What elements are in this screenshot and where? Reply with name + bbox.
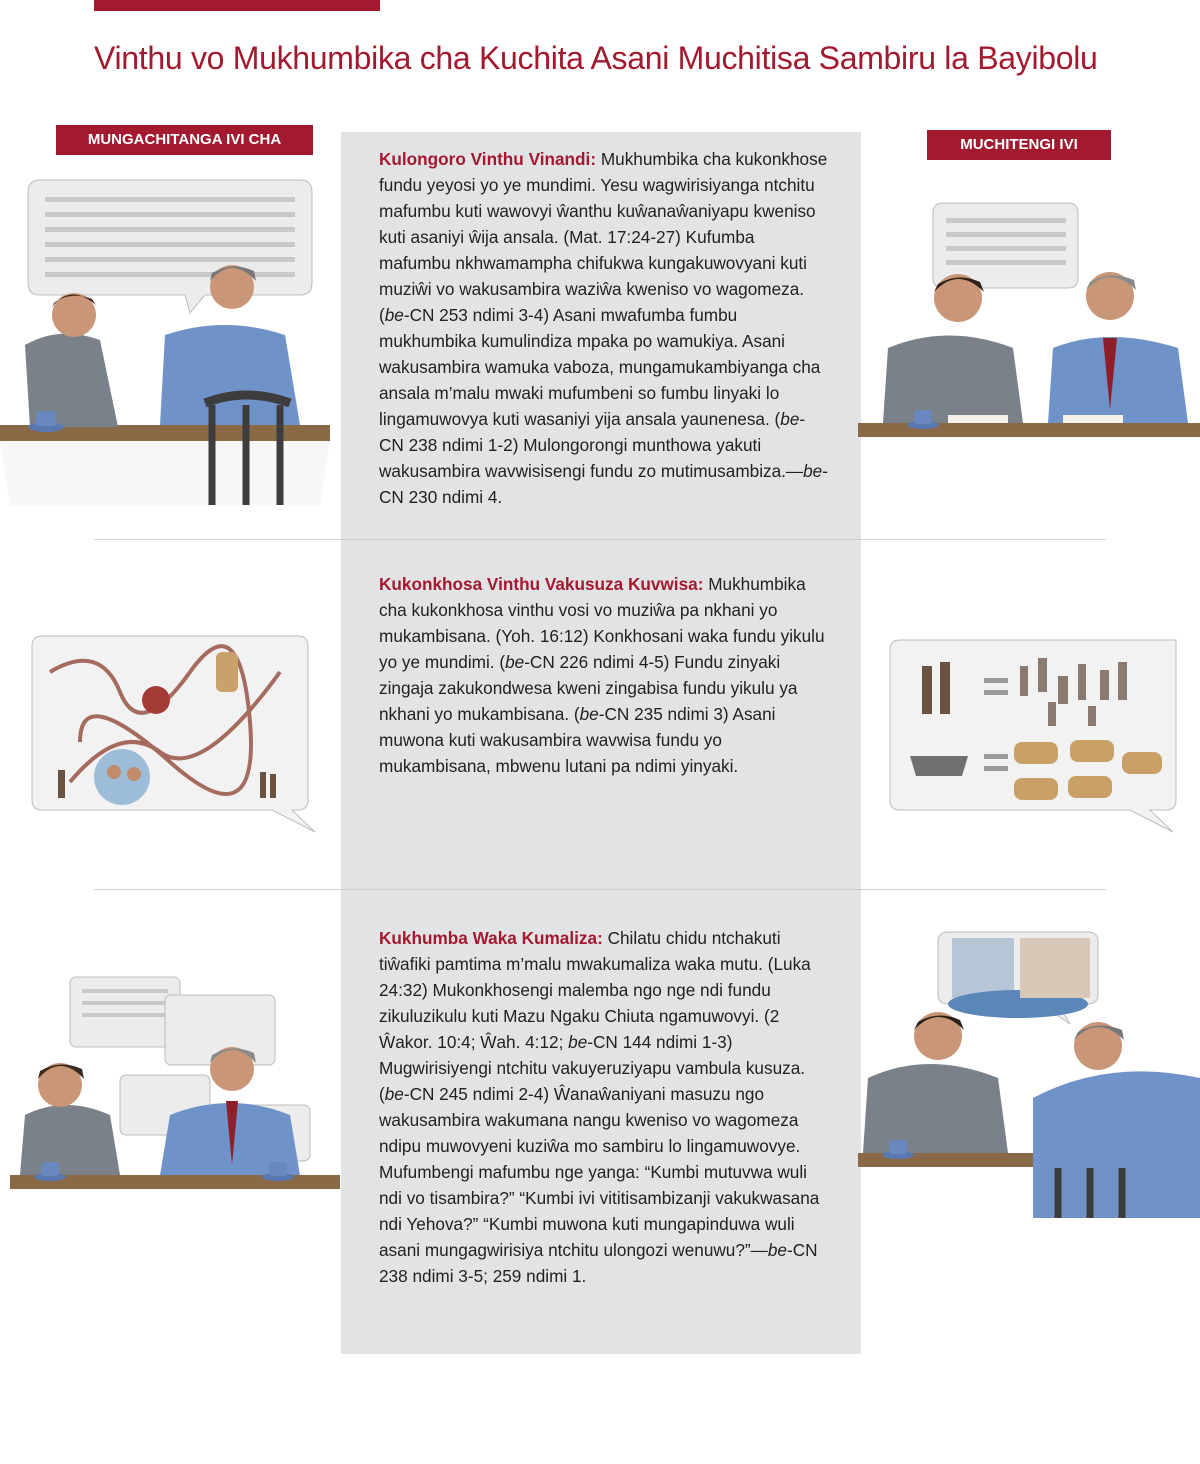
- illustration-rushing-study: [10, 975, 340, 1235]
- illustration-reaching-heart: [858, 928, 1200, 1218]
- illustration-confusing-details: [30, 632, 320, 832]
- top-accent-bar: [94, 0, 380, 11]
- section-heading: Kulongoro Vinthu Vinandi:: [379, 149, 597, 169]
- page-title: Vinthu vo Mukhumbika cha Kuchita Asani Muchitisa Sambiru la Bayibolu: [94, 40, 1098, 76]
- illustration-asking-questions: [858, 198, 1200, 498]
- section-2-text: Kukonkhosa Vinthu Vakusuza Kuvwisa: Mukhumbika cha kukonkhosa vinthu vosi vo muziŵa pa nkhani yo mukambisana. (Yoh. 16:12) Konkhosani waka fundu yikulu yo ye mundimi. (be-CN 226 ndimi 4-5) Fundu zinyaki zingaja zakukondwesa kweni zingabisa fundu yikulu ya nkhani yo mukambisana. (be-CN 235 ndimi 3) Asani muwona kuti wakusambira wavwisa fundu yo mukambisana, mbwenu lutani pa ndimi yinyaki.: [379, 574, 825, 776]
- section-1-text: Kulongoro Vinthu Vinandi: Mukhumbika cha kukonkhose fundu yeyosi yo ye mundimi. Yesu wagwirisiyanga ntchitu mafumbu kuti wawovyi ŵanthu kuŵanaŵaniyapu kweniso kuti asaniyi ŵija ansala. (Mat. 17:24-27) Kufumba mafumbu nkhwamampha chifukwa kungakuwovyani kuti muziŵi vo wakusambira waziŵa kweniso vo wagomeza. (be-CN 253 ndimi 3-4) Asani mwafumba fumbu mukhumbika kumulindiza mpaka po wamukiya. Asani wakusambira wamuka vaboza, mungamukambiyanga cha ansala m’malu mwaki mufumbeni so fumbu linyaki lo lingamuwovya kuti wasaniyi yija ansala yaunenesa. (be-CN 238 ndimi 1-2) Mulongorongi munthowa yakuti wakusambira wavwisisengi fundu zo mutimusambiza.—be-CN 230 ndimi 4.: [379, 149, 828, 507]
- section-divider: [94, 539, 1106, 540]
- illustration-lecturing-student: [0, 175, 330, 505]
- section-divider: [94, 889, 1106, 890]
- section-heading: Kukonkhosa Vinthu Vakusuza Kuvwisa:: [379, 574, 704, 594]
- label-dont-do: MUNGACHITANGA IVI CHA: [56, 125, 313, 155]
- illustration-simple-explanation: [888, 636, 1178, 836]
- section-3-text: Kukhumba Waka Kumaliza: Chilatu chidu ntchakuti tiŵafiki pamtima m’malu mwakumaliza waka mutu. (Luka 24:32) Mukonkhosengi malemba ngo nge ndi fundu zikuluzikulu kuti Mazu Ngaku Chiuta ngamuwovyi. (2 Ŵakor. 10:4; Ŵah. 4:12; be-CN 144 ndimi 1-3) Mugwirisiyengi ntchitu vakuyeruziyapu vambula kusuza. (be-CN 245 ndimi 2-4) Ŵanaŵaniyani masuzu ngo wakusambira wakumana nangu kweniso vo wagomeza ndipu muwovyeni kuziŵa mo sambiru lo lingamuwovye. Mufumbengi mafumbu nge yanga: “Kumbi mutuvwa wuli ndi vo tisambira?” “Kumbi ivi vititisambizanji vakukwasana ndi Yehova?” “Kumbi muwona kuti mungapinduwa wuli asani mungagwirisiya ntchitu ulongozi wenuwu?”—be-CN 238 ndimi 3-5; 259 ndimi 1.: [379, 928, 820, 1286]
- label-do: MUCHITENGI IVI: [927, 130, 1111, 160]
- section-heading: Kukhumba Waka Kumaliza:: [379, 928, 603, 948]
